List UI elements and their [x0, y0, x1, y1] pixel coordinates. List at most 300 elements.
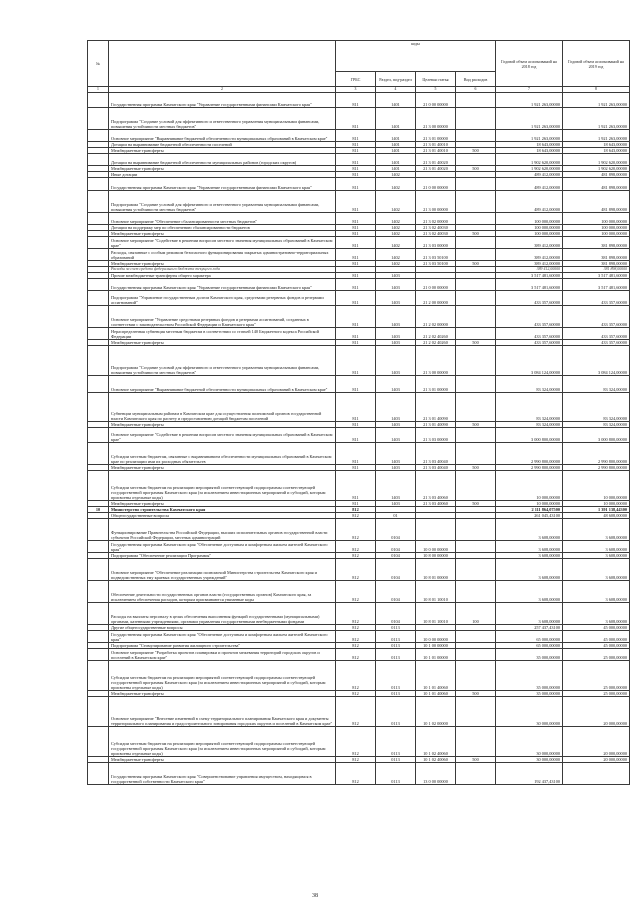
budget-table [87, 40, 630, 785]
row-name: Межбюджетные трансферты [109, 231, 336, 237]
row-name: Субсидии местным бюджетам на реализацию мероприятий соответствующей подпрограммы соответствующей государственной программы Камчатского края (за исключением инвестиционных мероприятий и субсидий, которым присвоены отдельные коды) [109, 727, 336, 757]
row-number [88, 603, 109, 625]
header-year-2019: Годовой объем ассигнований на 2019 год [563, 41, 630, 87]
row-number [88, 279, 109, 291]
row-grbs: 811 [336, 93, 376, 108]
row-grbs: 811 [336, 249, 376, 261]
table-row [88, 507, 630, 513]
row-grbs: 812 [336, 691, 376, 697]
row-grbs: 811 [336, 178, 376, 191]
row-amount-2019: 381 898,00000 [563, 267, 630, 273]
row-grbs: 812 [336, 649, 376, 661]
row-name: Расходы на выплаты персоналу в целях обеспечения выполнения функций государственными (муниципальными) органами, казенными учреждениями, органами управления государственными внебюджетными фондами [109, 603, 336, 625]
row-section: 0113 [376, 757, 416, 763]
row-grbs: 811 [336, 273, 376, 279]
row-expense-type: 500 [456, 166, 496, 172]
row-section: 0104 [376, 541, 416, 553]
row-amount-2019: 381 898,00000 [563, 237, 630, 249]
row-amount-2018: 489 412,00000 [496, 178, 563, 191]
row-section: 1402 [376, 261, 416, 267]
row-expense-type [456, 581, 496, 603]
row-amount-2019: 20 000,00000 [563, 697, 630, 727]
row-amount-2019: 3 000 800,00000 [563, 428, 630, 443]
row-expense-type: 500 [456, 501, 496, 507]
row-name: Субсидии местным бюджетам на реализацию мероприятий соответствующей подпрограммы соответствующей государственной программы Камчатского края (за исключением инвестиционных мероприятий и субсидий, которым присвоены отдельные коды) [109, 471, 336, 501]
row-grbs: 811 [336, 279, 376, 291]
row-amount-2018: 192 437,43100 [496, 763, 563, 785]
row-amount-2018: 3 084 124,00000 [496, 346, 563, 376]
row-amount-2018: 65 000,00000 [496, 643, 563, 649]
row-amount-2018: 389 412,00000 [496, 261, 563, 267]
row-grbs: 811 [336, 108, 376, 130]
row-amount-2019: 3 608,00000 [563, 519, 630, 541]
row-grbs: 811 [336, 148, 376, 154]
table-row [88, 191, 630, 213]
row-number [88, 471, 109, 501]
row-target-article: 21 3 01 00000 [416, 130, 456, 142]
row-expense-type: 500 [456, 148, 496, 154]
table-row [88, 625, 630, 631]
row-name: Нераспределенная субвенция местным бюджетам в соответствии со статьей 140 Бюджетного кодекса Российской Федерации [109, 328, 336, 340]
table-row [88, 108, 630, 130]
row-amount-2018: 3 608,00000 [496, 559, 563, 581]
table-row [88, 643, 630, 649]
row-section: 0113 [376, 691, 416, 697]
row-grbs: 811 [336, 428, 376, 443]
row-expense-type [456, 191, 496, 213]
table-row [88, 471, 630, 501]
row-name: Подпрограмма "Стимулирование развития жилищного строительства" [109, 643, 336, 649]
row-amount-2019: 1 902 620,00000 [563, 166, 630, 172]
row-section: 1403 [376, 279, 416, 291]
row-number [88, 631, 109, 643]
row-expense-type [456, 697, 496, 727]
row-target-article: 21 2 02 00000 [416, 306, 456, 328]
row-grbs: 812 [336, 631, 376, 643]
row-target-article: 21 0 00 00000 [416, 279, 456, 291]
table-row [88, 93, 630, 108]
row-grbs: 811 [336, 231, 376, 237]
row-amount-2018: 10 000,00000 [496, 471, 563, 501]
row-target-article: 10 0 00 00000 [416, 631, 456, 643]
row-grbs: 811 [336, 142, 376, 148]
row-expense-type [456, 291, 496, 306]
row-expense-type [456, 93, 496, 108]
row-target-article [416, 519, 456, 541]
row-target-article: 10 8 01 10010 [416, 603, 456, 625]
row-section: 1402 [376, 249, 416, 261]
header-year-2018: Годовой объем ассигнований на 2018 год [496, 41, 563, 87]
row-name: Государственная программа Камчатского края "Управление государственными финансами Камчатского края" [109, 178, 336, 191]
table-row [88, 213, 630, 225]
row-expense-type [456, 346, 496, 376]
row-grbs: 811 [336, 191, 376, 213]
row-target-article: 21 3 03 40040 [416, 443, 456, 465]
row-section: 0104 [376, 603, 416, 625]
row-number [88, 346, 109, 376]
index-cell: 2 [109, 87, 336, 93]
row-expense-type: 500 [456, 261, 496, 267]
row-number [88, 376, 109, 393]
row-name: Подпрограмма "Управление государственным долгом Камчатского края, средствами резервных фондов и резервами ассигнований" [109, 291, 336, 306]
row-grbs: 811 [336, 130, 376, 142]
table-row [88, 225, 630, 231]
row-amount-2018: 3 608,00000 [496, 541, 563, 553]
row-section: 0113 [376, 643, 416, 649]
table-row [88, 328, 630, 340]
table-row [88, 553, 630, 559]
row-section: 0113 [376, 727, 416, 757]
row-section: 1403 [376, 501, 416, 507]
row-expense-type [456, 559, 496, 581]
row-amount-2019: 433 357,60000 [563, 291, 630, 306]
row-amount-2018: 433 357,60000 [496, 291, 563, 306]
row-number [88, 727, 109, 757]
row-number [88, 191, 109, 213]
row-amount-2019: 381 898,00000 [563, 261, 630, 267]
row-target-article: 21 3 03 00000 [416, 237, 456, 249]
table-row [88, 346, 630, 376]
row-amount-2018: 3 517 481,60000 [496, 273, 563, 279]
row-section: 0104 [376, 581, 416, 603]
table-row [88, 249, 630, 261]
row-grbs: 811 [336, 306, 376, 328]
row-amount-2019: 18 643,00000 [563, 148, 630, 154]
row-section: 1403 [376, 273, 416, 279]
row-section: 1401 [376, 166, 416, 172]
row-section: 1401 [376, 130, 416, 142]
row-amount-2019: 83 324,00000 [563, 393, 630, 422]
row-amount-2018: 2 990 800,00000 [496, 443, 563, 465]
row-name: Основное мероприятие "Разработка проектов планировки и проектов межевания территорий городских округов и поселений в Камчатском крае" [109, 649, 336, 661]
row-target-article: 21 3 03 50100 [416, 261, 456, 267]
row-target-article: 10 1 02 00000 [416, 697, 456, 727]
row-amount-2019: 3 608,00000 [563, 559, 630, 581]
row-number [88, 697, 109, 727]
row-amount-2019: 3 517 481,60000 [563, 279, 630, 291]
row-target-article: 21 3 03 40040 [416, 465, 456, 471]
row-name: Дотации на поддержку мер по обеспечению сбалансированности бюджетов [109, 225, 336, 231]
row-number [88, 519, 109, 541]
row-amount-2018: 433 357,60000 [496, 306, 563, 328]
row-amount-2019: 10 000,00000 [563, 471, 630, 501]
row-name: Государственная программа Камчатского края "Обеспечение доступным и комфортным жильем жителей Камчатского края" [109, 541, 336, 553]
row-amount-2019: 25 000,00000 [563, 649, 630, 661]
row-expense-type: 500 [456, 757, 496, 763]
row-grbs: 811 [336, 465, 376, 471]
row-name: Основное мероприятие "Управление средствами резервных фондов и резервами ассигнований, созданных в соответствии с законодательством Российской Федерации и Камчатского края" [109, 306, 336, 328]
row-grbs: 812 [336, 507, 376, 513]
row-number [88, 763, 109, 785]
row-target-article: 21 3 03 50100 [416, 249, 456, 261]
row-target-article: 21 3 01 40020 [416, 166, 456, 172]
row-amount-2019: 45 000,00000 [563, 631, 630, 643]
table-row [88, 279, 630, 291]
row-grbs: 812 [336, 513, 376, 519]
row-target-article: 21 2 00 00000 [416, 291, 456, 306]
row-name: Государственная программа Камчатского края "Совершенствование управления имуществом, находящимся в государственной собственности Камчатского края" [109, 763, 336, 785]
row-amount-2019: 3 084 124,00000 [563, 346, 630, 376]
row-number [88, 306, 109, 328]
row-target-article: 13 0 00 00000 [416, 763, 456, 785]
row-name: Подпрограмма "Создание условий для эффективного и ответственного управления муниципальными финансами, повышения устойчивости местных бюджетов" [109, 191, 336, 213]
table-row [88, 541, 630, 553]
table-row [88, 727, 630, 757]
row-target-article: 10 8 01 00000 [416, 559, 456, 581]
row-grbs: 812 [336, 763, 376, 785]
header-grbs: ГРБС [336, 72, 376, 87]
row-amount-2018: 10 000,00000 [496, 501, 563, 507]
row-target-article: 10 1 01 00000 [416, 649, 456, 661]
row-amount-2018: 100 000,00000 [496, 225, 563, 231]
row-amount-2019: 100 000,00000 [563, 225, 630, 231]
row-section: 1403 [376, 443, 416, 465]
row-grbs: 811 [336, 393, 376, 422]
row-section: 1402 [376, 231, 416, 237]
row-target-article: 21 3 00 00000 [416, 346, 456, 376]
row-name: Дотации на выравнивание бюджетной обеспеченности поселений [109, 142, 336, 148]
row-amount-2019: 20 000,00000 [563, 757, 630, 763]
row-expense-type [456, 108, 496, 130]
row-name: Межбюджетные трансферты [109, 501, 336, 507]
header-section: Раздел, под-раздел [376, 72, 416, 87]
index-cell: 4 [376, 87, 416, 93]
row-name: Межбюджетные трансферты [109, 340, 336, 346]
row-section: 1403 [376, 428, 416, 443]
table-row [88, 763, 630, 785]
table-row [88, 306, 630, 328]
row-name: Субсидии местным бюджетам на реализацию мероприятий соответствующей подпрограммы соответствующей государственной программы Камчатского края (за исключением инвестиционных мероприятий и субсидий, которым присвоены отдельные коды) [109, 661, 336, 691]
table-row [88, 178, 630, 191]
row-name: Основное мероприятие "Содействие в решении вопросов местного значения муниципальных образований в Камчатском крае" [109, 237, 336, 249]
row-amount-2018: 1 902 620,00000 [496, 154, 563, 166]
row-amount-2019: 45 000,00000 [563, 625, 630, 631]
row-number [88, 108, 109, 130]
row-target-article: 21 3 01 40010 [416, 148, 456, 154]
table-row [88, 154, 630, 166]
row-expense-type [456, 631, 496, 643]
header-name [109, 41, 336, 87]
row-grbs: 811 [336, 166, 376, 172]
row-name: Иные дотации [109, 172, 336, 178]
row-section: 1403 [376, 328, 416, 340]
row-amount-2019: 3 608,00000 [563, 603, 630, 625]
row-name: Государственная программа Камчатского края "Обеспечение доступным и комфортным жильем жителей Камчатского края" [109, 631, 336, 643]
row-amount-2018: 30 000,00000 [496, 697, 563, 727]
row-number [88, 661, 109, 691]
table-row [88, 237, 630, 249]
row-target-article: 21 3 01 00000 [416, 376, 456, 393]
row-number [88, 581, 109, 603]
row-grbs: 811 [336, 346, 376, 376]
row-grbs: 812 [336, 625, 376, 631]
row-amount-2018: 18 643,00000 [496, 148, 563, 154]
row-expense-type [456, 178, 496, 191]
header-expense-type: Вид расходов [456, 72, 496, 87]
row-grbs: 812 [336, 559, 376, 581]
row-name: Государственная программа Камчатского края "Управление государственными финансами Камчатского края" [109, 279, 336, 291]
row-amount-2018: 30 000,00000 [496, 727, 563, 757]
row-number [88, 559, 109, 581]
header-target-article: Целевая статья [416, 72, 456, 87]
row-grbs: 811 [336, 154, 376, 166]
row-section: 0113 [376, 661, 416, 691]
row-name: Основное мероприятие "Внесение изменений в схему территориального планирования Камчатского края и документы территориального планирования и градостроительного зонирования городских округов и поселений в Камчатском крае" [109, 697, 336, 727]
row-section: 1403 [376, 422, 416, 428]
row-amount-2018: 83 324,00000 [496, 393, 563, 422]
table-row [88, 376, 630, 393]
table-row [88, 273, 630, 279]
row-amount-2019: 433 357,60000 [563, 306, 630, 328]
row-name: Подпрограмма "Обеспечение реализации Программы" [109, 553, 336, 559]
row-amount-2019: 481 898,00000 [563, 191, 630, 213]
row-grbs: 811 [336, 225, 376, 231]
row-section: 0113 [376, 625, 416, 631]
row-name: Основное мероприятие "Содействие в решении вопросов местного значения муниципальных образований в Камчатском крае" [109, 428, 336, 443]
row-number [88, 249, 109, 261]
row-name: Межбюджетные трансферты [109, 166, 336, 172]
row-amount-2019: 100 000,00000 [563, 213, 630, 225]
row-number [88, 154, 109, 166]
table-row [88, 661, 630, 691]
table-row [88, 291, 630, 306]
row-target-article: 21 2 02 40260 [416, 328, 456, 340]
row-target-article: 21 3 00 00000 [416, 191, 456, 213]
row-number [88, 130, 109, 142]
row-amount-2018: 257 437,43100 [496, 625, 563, 631]
page-number: 38 [312, 893, 318, 899]
row-amount-2019: 10 000,00000 [563, 501, 630, 507]
row-target-article: 21 3 02 00000 [416, 213, 456, 225]
row-amount-2019: 3 608,00000 [563, 553, 630, 559]
row-expense-type [456, 279, 496, 291]
row-expense-type [456, 519, 496, 541]
table-header [88, 41, 630, 93]
row-amount-2018: 3 517 481,60000 [496, 279, 563, 291]
row-expense-type [456, 306, 496, 328]
table-row [88, 649, 630, 661]
row-number [88, 291, 109, 306]
row-expense-type [456, 471, 496, 501]
row-expense-type: 500 [456, 422, 496, 428]
row-number [88, 541, 109, 553]
row-number [88, 328, 109, 340]
row-target-article: 21 3 01 40020 [416, 154, 456, 166]
row-grbs: 812 [336, 661, 376, 691]
row-grbs: 812 [336, 519, 376, 541]
table-row [88, 581, 630, 603]
row-expense-type [456, 541, 496, 553]
row-amount-2019: 433 357,60000 [563, 328, 630, 340]
row-target-article: 21 0 00 00000 [416, 93, 456, 108]
row-name: Министерство строительства Камчатского края [109, 507, 336, 513]
row-expense-type: 500 [456, 465, 496, 471]
row-section: 1403 [376, 471, 416, 501]
row-section: 0113 [376, 631, 416, 643]
row-target-article: 21 3 03 40060 [416, 501, 456, 507]
row-section: 1403 [376, 340, 416, 346]
table-row [88, 559, 630, 581]
row-expense-type [456, 376, 496, 393]
row-target-article: 21 3 01 40010 [416, 142, 456, 148]
row-amount-2019: 2 990 800,00000 [563, 465, 630, 471]
row-target-article: 21 3 01 40090 [416, 393, 456, 422]
row-amount-2018: 35 000,00000 [496, 649, 563, 661]
row-amount-2019: 3 608,00000 [563, 541, 630, 553]
row-amount-2018: 3 608,00000 [496, 553, 563, 559]
row-amount-2019: 25 000,00000 [563, 661, 630, 691]
row-name: Функционирование Правительства Российской Федерации, высших исполнительных органов государственной власти субъектов Российской Федерации, местных администраций [109, 519, 336, 541]
row-grbs: 811 [336, 340, 376, 346]
row-amount-2019: 2 990 800,00000 [563, 443, 630, 465]
row-number [88, 443, 109, 465]
row-name: Подпрограмма "Создание условий для эффективного и ответственного управления муниципальными финансами, повышения устойчивости местных бюджетов" [109, 346, 336, 376]
row-name: Межбюджетные трансферты [109, 757, 336, 763]
row-section: 1401 [376, 93, 416, 108]
row-section: 1402 [376, 213, 416, 225]
row-amount-2019: 1 391 138,44300 [563, 507, 630, 513]
row-section: 0104 [376, 559, 416, 581]
row-name: Прочие межбюджетные трансферты общего характера [109, 273, 336, 279]
row-grbs: 812 [336, 581, 376, 603]
row-number [88, 237, 109, 249]
table-row [88, 631, 630, 643]
row-target-article: 21 3 02 40030 [416, 225, 456, 231]
row-name: Основное мероприятие "Обеспечение сбалансированности местных бюджетов" [109, 213, 336, 225]
table-row [88, 393, 630, 422]
row-amount-2018: 2 990 800,00000 [496, 465, 563, 471]
row-target-article: 21 2 02 40260 [416, 340, 456, 346]
row-name: Расходы, связанные с особым режимом безопасного функционирования закрытых административно-территориальных образований [109, 249, 336, 261]
row-section: 1403 [376, 291, 416, 306]
row-grbs: 811 [336, 213, 376, 225]
row-name: Основное мероприятие "Обеспечение реализации полномочий Министерства строительства Камчатского края и подведомственных ему краевых государственных учреждений" [109, 559, 336, 581]
row-section: 1403 [376, 346, 416, 376]
row-target-article: 21 0 00 00000 [416, 178, 456, 191]
row-amount-2019 [563, 763, 630, 785]
row-target-article: 21 3 02 40030 [416, 231, 456, 237]
row-amount-2018: 100 000,00000 [496, 231, 563, 237]
row-amount-2018: 83 324,00000 [496, 422, 563, 428]
row-amount-2019: 25 000,00000 [563, 691, 630, 697]
row-grbs: 811 [336, 328, 376, 340]
row-number [88, 393, 109, 422]
row-number [88, 649, 109, 661]
header-num: № [88, 41, 109, 87]
table-row [88, 142, 630, 148]
row-number [88, 428, 109, 443]
row-expense-type [456, 154, 496, 166]
table-row [88, 603, 630, 625]
row-expense-type [456, 428, 496, 443]
row-section: 1401 [376, 154, 416, 166]
row-expense-type: 500 [456, 231, 496, 237]
row-amount-2019: 1 921 263,00000 [563, 108, 630, 130]
row-number [88, 178, 109, 191]
row-section: 1403 [376, 306, 416, 328]
row-section: 0113 [376, 649, 416, 661]
row-amount-2018: 433 357,60000 [496, 340, 563, 346]
row-amount-2018: 433 357,60000 [496, 328, 563, 340]
row-amount-2019: 3 608,00000 [563, 581, 630, 603]
row-section: 1401 [376, 142, 416, 148]
header-codes-group: коды [336, 41, 496, 72]
row-amount-2018: 389 412,00000 [496, 249, 563, 261]
row-expense-type [456, 130, 496, 142]
row-name: Государственная программа Камчатского края "Управление государственными финансами Камчатского края" [109, 93, 336, 108]
row-expense-type [456, 661, 496, 691]
row-name: Межбюджетные трансферты [109, 691, 336, 697]
